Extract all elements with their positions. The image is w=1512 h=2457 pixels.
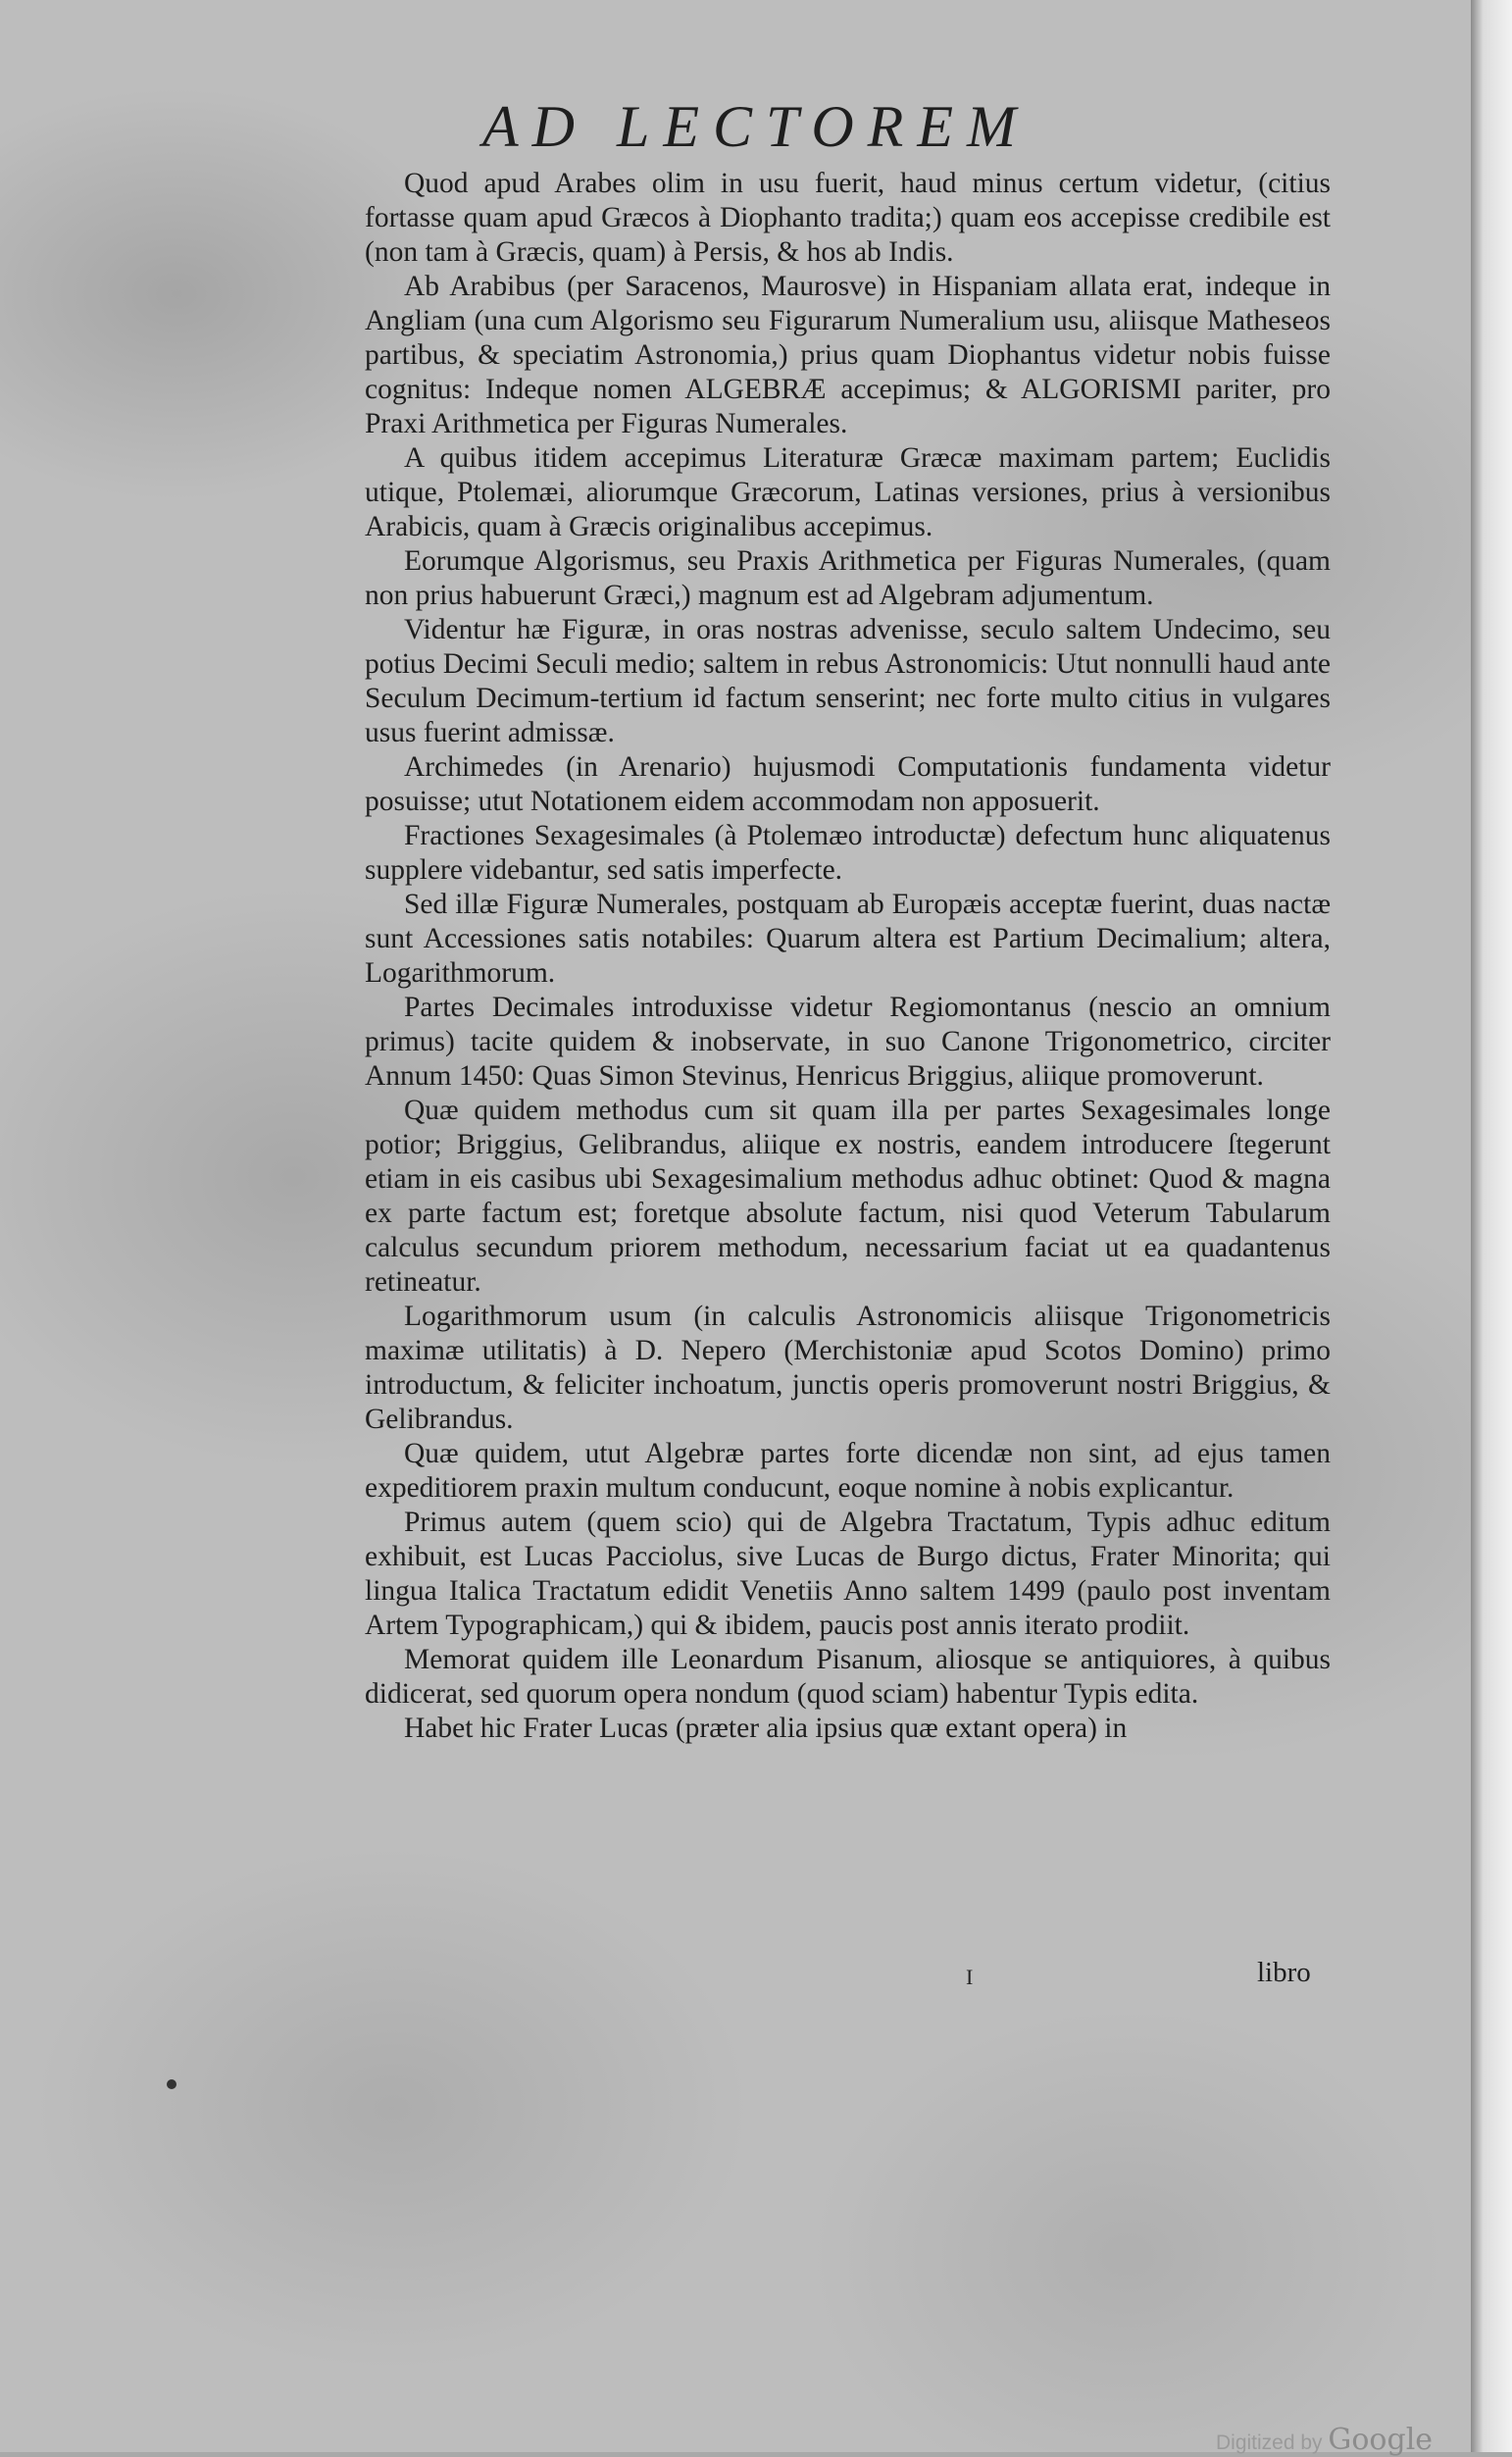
paragraph: Primus autem (quem scio) qui de Algebra Tractatum, Typis adhuc editum exhibuit, est Lucas Pacciolus, sive Lucas de Burgo dictus, Frater Minorita; qui lingua Italica Tractatum edidit Venetiis Anno saltem 1499 (paulo post inventam Artem Typographicam,) qui & ibidem, paucis post annis iterato prodiit.	[365, 1507, 1331, 1641]
page-title: AD LECTOREM	[482, 94, 1030, 159]
watermark-brand: Google	[1328, 2423, 1434, 2457]
paragraph: Ab Arabibus (per Saracenos, Maurosve) in Hispaniam allata erat, indeque in Angliam (una cum Algorismo seu Figurarum Numeralium usu, aliisque Matheseos partibus, & speciatim Astronomia,) prius quam Diophantus videtur nobis fuisse cognitus: Indeque nomen ALGEBRÆ accepimus; & ALGORISMI pariter, pro Praxi Arithmetica per Figuras Numerales.	[365, 271, 1331, 439]
ink-spot	[167, 2079, 176, 2089]
paragraph: A quibus itidem accepimus Literaturæ Græcæ maximam partem; Euclidis utique, Ptolemæi, aliorumque Græcorum, Latinas versiones, prius à versionibus Arabicis, quam à Græcis originalibus accepimus.	[365, 442, 1331, 542]
paragraph: Logarithmorum usum (in calculis Astronomicis aliisque Trigonometricis maximæ utilitatis) à D. Nepero (Merchistoniæ apud Scotos Domino) primo introductum, & feliciter inchoatum, junctis operis promoverunt nostri Briggius, & Gelibrandus.	[365, 1301, 1331, 1435]
paragraph: Fractiones Sexagesimales (à Ptolemæo introductæ) defectum hunc aliquatenus supplere videbantur, sed satis imperfecte.	[365, 820, 1331, 886]
paragraph: Sed illæ Figuræ Numerales, postquam ab Europæis acceptæ fuerint, duas nactæ sunt Accessiones satis notabiles: Quarum altera est Partium Decimalium; altera, Logarithmorum.	[365, 889, 1331, 989]
paragraph: Archimedes (in Arenario) hujusmodi Computationis fundamenta videtur posuisse; utut Notationem eidem accommodam non apposuerit.	[365, 751, 1331, 817]
page-edge	[1471, 0, 1512, 2452]
paragraph: Videntur hæ Figuræ, in oras nostras advenisse, seculo saltem Undecimo, seu potius Decimi Seculi medio; saltem in rebus Astronomicis: Utut nonnulli haud ante Seculum Decimum-tertium id factum senserint; nec forte multo citius in vulgares usus fuerint admissæ.	[365, 614, 1331, 748]
paragraph: Quæ quidem methodus cum sit quam illa per partes Sexagesimales longe potior; Briggius, Gelibrandus, aliique ex nostris, eandem introducere ſtegerunt etiam in eis casibus ubi Sexagesimalium methodus adhuc obtinet: Quod & magna ex parte factum est; foretque absolute factum, nisi quod Veterum Tabularum calculus secundum priorem methodum, necessarium faciat ut ea quadantenus retineatur.	[365, 1095, 1331, 1298]
paragraph: Partes Decimales introduxisse videtur Regiomontanus (nescio an omnium primus) tacite quidem & inobservate, in suo Canone Trigonometrico, circiter Annum 1450: Quas Simon Stevinus, Henricus Briggius, aliique promoverunt.	[365, 992, 1331, 1092]
paragraph: Memorat quidem ille Leonardum Pisanum, aliosque se antiquiores, à quibus didicerat, sed quorum opera nondum (quod sciam) habentur Typis edita.	[365, 1644, 1331, 1710]
paragraph: Quæ quidem, utut Algebræ partes forte dicendæ non sint, ad ejus tamen expeditiorem praxin multum conducunt, eoque nomine à nobis explicantur.	[365, 1438, 1331, 1504]
watermark-prefix: Digitized by	[1216, 2431, 1323, 2454]
catchword: libro	[1257, 1957, 1311, 1988]
paragraph: Eorumque Algorismus, seu Praxis Arithmetica per Figuras Numerales, (quam non prius habuerunt Græci,) magnum est ad Algebram adjumentum.	[365, 545, 1331, 611]
paragraph: Habet hic Frater Lucas (præter alia ipsius quæ extant opera) in	[404, 1713, 1128, 1744]
signature-mark: I	[966, 1965, 974, 1989]
body-text	[365, 167, 1331, 1746]
paragraph: Quod apud Arabes olim in usu fuerit, haud minus certum videtur, (citius fortasse quam apud Græcos à Diophanto tradita;) quam eos accepisse credibile est (non tam à Græcis, quam) à Persis, & hos ab Indis.	[365, 168, 1331, 268]
